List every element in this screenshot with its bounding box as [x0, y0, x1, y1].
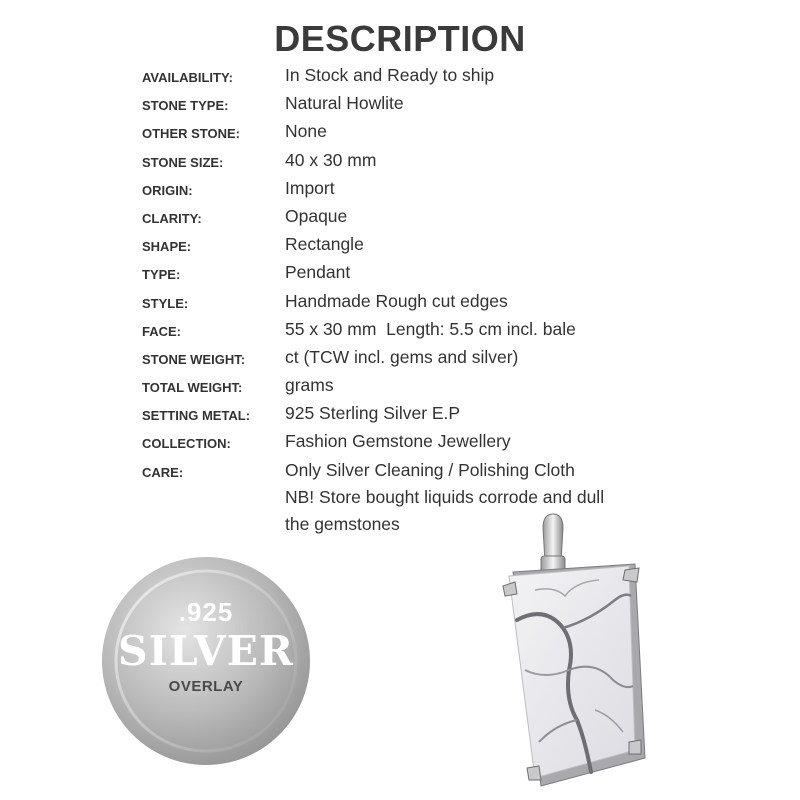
page-title: DESCRIPTION — [274, 18, 526, 59]
spec-value: Opaque — [285, 205, 348, 226]
spec-label: ORIGIN: — [142, 182, 193, 198]
howlite-pendant-illustration — [495, 510, 675, 790]
spec-value: 55 x 30 mm Length: 5.5 cm incl. bale — [285, 318, 576, 339]
spec-label: OTHER STONE: — [142, 126, 240, 142]
care-note-line2: the gemstones — [285, 513, 400, 534]
spec-label: STONE SIZE: — [142, 154, 224, 170]
badge-purity: .925 — [178, 597, 234, 627]
spec-label: FACE: — [142, 323, 181, 339]
spec-label: STONE WEIGHT: — [142, 351, 246, 367]
spec-label: STYLE: — [142, 295, 189, 311]
spec-label: CLARITY: — [142, 210, 202, 226]
spec-value: Pendant — [285, 262, 351, 283]
spec-value: Natural Howlite — [285, 93, 404, 114]
spec-value: 40 x 30 mm — [285, 149, 377, 170]
spec-value: Import — [285, 177, 335, 198]
spec-value: ct (TCW incl. gems and silver) — [285, 346, 519, 367]
spec-label: SETTING METAL: — [142, 408, 251, 424]
spec-value: 925 Sterling Silver E.P — [285, 403, 461, 424]
badge-finish: OVERLAY — [168, 678, 244, 695]
badge-metal: SILVER — [118, 627, 294, 675]
care-note-line1: NB! Store bought liquids corrode and dull — [285, 486, 605, 507]
spec-label: STONE TYPE: — [142, 98, 229, 114]
spec-value: Only Silver Cleaning / Polishing Cloth — [285, 459, 575, 480]
spec-label: CARE: — [142, 464, 184, 480]
spec-value: Rectangle — [285, 234, 364, 255]
spec-label: TOTAL WEIGHT: — [142, 380, 243, 396]
spec-label: COLLECTION: — [142, 436, 231, 452]
spec-value: In Stock and Ready to ship — [285, 65, 495, 85]
spec-value: Handmade Rough cut edges — [285, 290, 508, 311]
pendant-image — [495, 510, 675, 790]
spec-value: None — [285, 121, 327, 142]
silver-overlay-badge — [100, 555, 312, 767]
spec-value: Fashion Gemstone Jewellery — [285, 431, 511, 452]
spec-label: SHAPE: — [142, 239, 192, 255]
spec-label: AVAILABILITY: — [142, 70, 233, 85]
spec-label: TYPE: — [142, 267, 181, 283]
spec-value: grams — [285, 375, 334, 396]
